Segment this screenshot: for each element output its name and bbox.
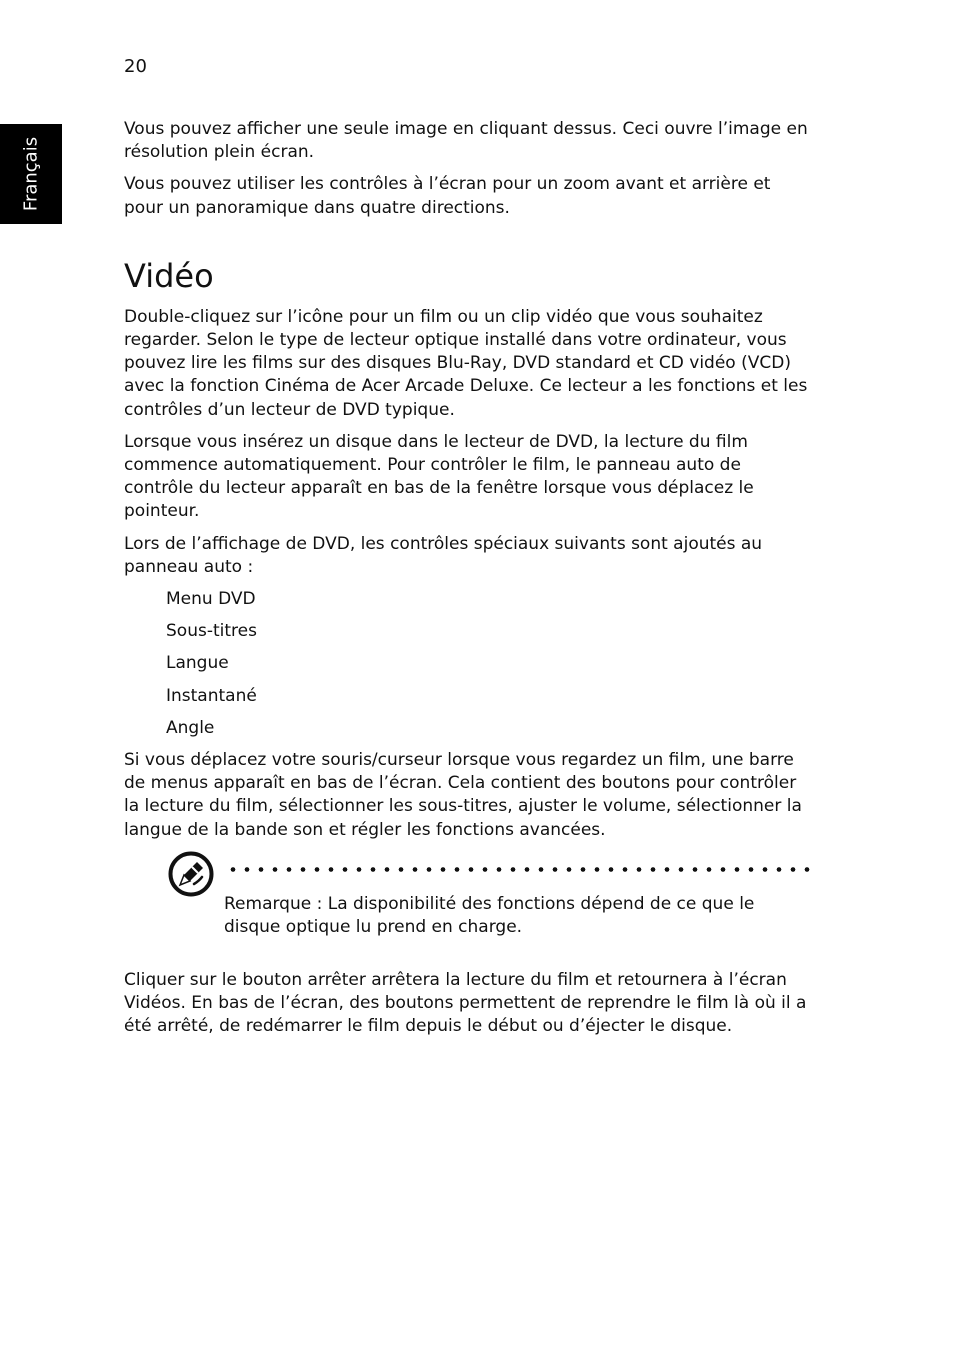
list-item: Instantané [166, 685, 257, 706]
intro-paragraph-2: Vous pouvez utiliser les contrôles à l’écran pour un zoom avant et arrière et pour un panoramique dans quatre directions. [124, 174, 771, 218]
video-paragraph-2: Lorsque vous insérez un disque dans le lecteur de DVD, la lecture du film commence automatiquement. Pour contrôler le film, le panneau auto de contrôle du lecteur apparaît en bas de la fenêtre lorsque vous déplacez le pointeur. [124, 431, 754, 522]
note-text [224, 893, 814, 939]
language-tab-label: Français [20, 136, 42, 212]
controls-list [166, 588, 814, 740]
intro-paragraph-1: Vous pouvez afficher une seule image en cliquant dessus. Ceci ouvre l’image en résolution plein écran. [124, 119, 808, 163]
language-tab [0, 124, 62, 224]
note-divider [226, 867, 810, 872]
video-paragraph-4: Si vous déplacez votre souris/curseur lorsque vous regardez un film, une barre de menus apparaît en bas de l’écran. Cela contient des boutons pour contrôler la lecture du film, sélectionner les sous-titres, ajuster le volume, sélectionner la langue de la bande son et régler les fonctions avancées. [124, 750, 802, 840]
page-content [124, 118, 814, 1047]
note-label: Remarque : [224, 893, 323, 914]
note-body: La disponibilité des fonctions dépend de ce que le disque optique lu prend en charge. [224, 893, 755, 938]
section-title: Vidéo [124, 256, 214, 295]
video-paragraph-1: Double-cliquez sur l’icône pour un film ou un clip vidéo que vous souhaitez regarder. Selon le type de lecteur optique installé dans votre ordinateur, vous pouvez lire les films sur des disques Blu-Ray, DVD standard et CD vidéo (VCD) avec la fonction Cinéma de Acer Arcade Deluxe. Ce lecteur a les fonctions et les contrôles d’un lecteur de DVD typique. [124, 306, 808, 420]
note-box [168, 851, 814, 955]
list-item: Angle [166, 717, 215, 738]
video-paragraph-5: Cliquer sur le bouton arrêter arrêtera la lecture du film et retournera à l’écran Vidéos. En bas de l’écran, des boutons permettent de reprendre le film là où il a été arrêté, de redémarrer le film depuis le début ou d’éjecter le disque. [124, 969, 807, 1037]
video-paragraph-3: Lors de l’affichage de DVD, les contrôles spéciaux suivants sont ajoutés au panneau auto : [124, 533, 763, 577]
page-number: 20 [124, 56, 147, 77]
list-item: Langue [166, 653, 229, 674]
list-item: Menu DVD [166, 589, 256, 610]
note-pen-icon [168, 851, 214, 897]
list-item: Sous-titres [166, 621, 257, 642]
